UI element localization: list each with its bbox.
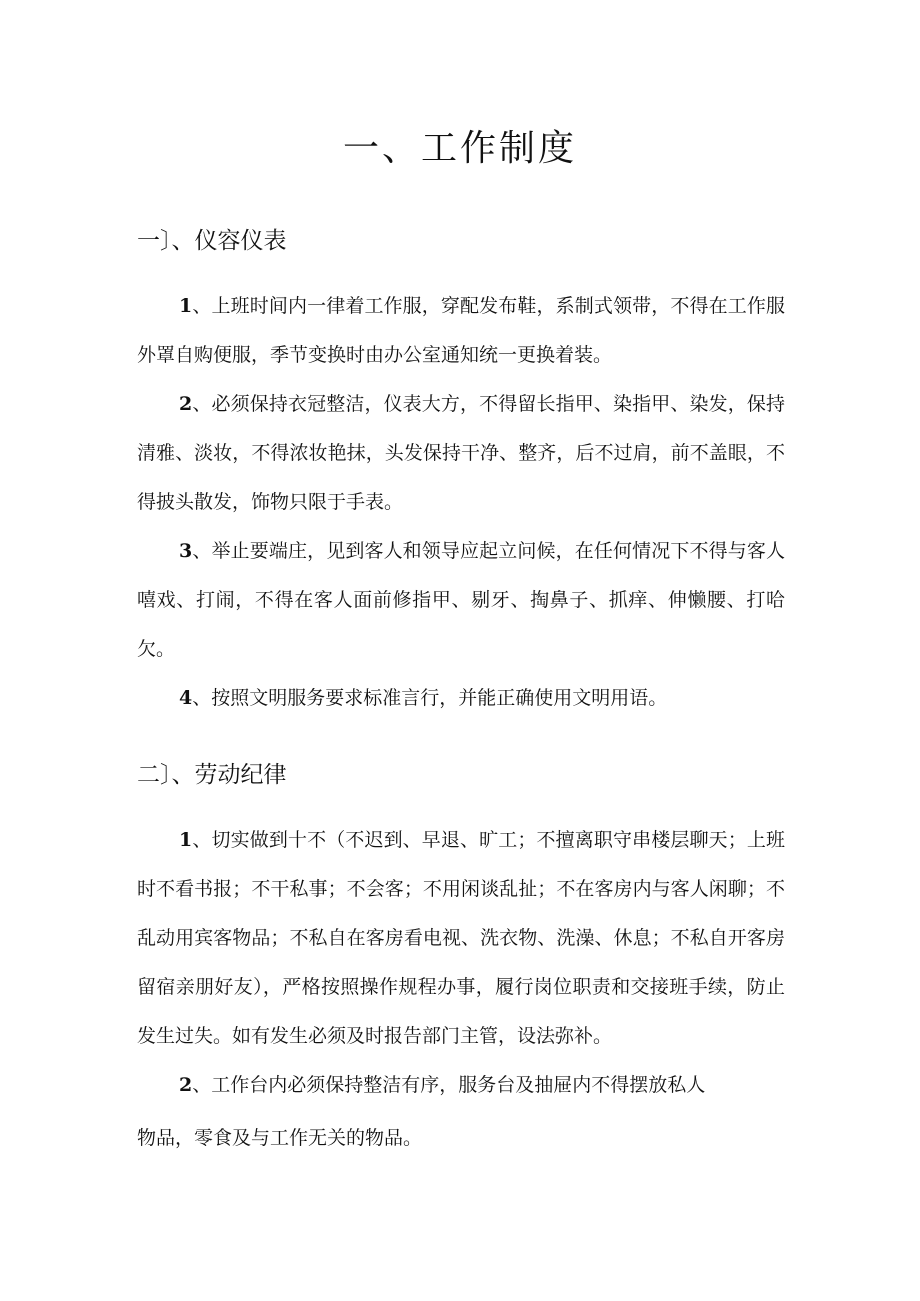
paragraph-text-line2: 物品，零食及与工作无关的物品。 (137, 1127, 423, 1149)
paragraph-appearance-1 (137, 282, 785, 380)
item-number: 1 (179, 829, 193, 851)
section-heading-appearance: 一〕、仪容仪表 (137, 228, 287, 254)
item-number: 2 (179, 393, 193, 415)
item-number: 2 (179, 1074, 193, 1096)
paragraph-appearance-4 (137, 674, 785, 723)
item-number: 4 (179, 687, 193, 709)
paragraph-text: 、上班时间内一律着工作服，穿配发布鞋，系制式领带，不得在工作服外罩自购便服，季节变换时由办公室通知统一更换着装。 (137, 295, 785, 366)
paragraph-text-line1: 、工作台内必须保持整洁有序，服务台及抽屉内不得摆放私人 (192, 1074, 706, 1096)
paragraph-appearance-2 (137, 380, 785, 527)
paragraph-appearance-3 (137, 527, 785, 674)
item-number: 1 (179, 295, 193, 317)
paragraph-text: 、举止要端庄，见到客人和领导应起立问候，在任何情况下不得与客人嘻戏、打闹，不得在客人面前修指甲、剔牙、掏鼻子、抓痒、伸懒腰、打哈欠。 (137, 540, 785, 660)
paragraph-text: 、切实做到十不（不迟到、早退、旷工；不擅离职守串楼层聊天；上班时不看书报；不干私事；不会客；不用闲谈乱扯；不在客房内与客人闲聊；不乱动用宾客物品；不私自在客房看电视、洗衣物、洗澡、休息；不私自开客房留宿亲朋好友），严格按照操作规程办事，履行岗位职责和交接班手续，防止发生过失。如有发生必须及时报告部门主管，设法弥补。 (137, 829, 785, 1047)
section-heading-labor-discipline: 二〕、劳动纪律 (137, 762, 287, 788)
paragraph-discipline-1 (137, 816, 785, 1061)
item-number: 3 (179, 540, 193, 562)
page-title: 一、工作制度 (342, 128, 577, 169)
paragraph-discipline-2 (137, 1061, 797, 1110)
paragraph-discipline-2-continued (137, 1114, 785, 1163)
paragraph-text: 、按照文明服务要求标准言行，并能正确使用文明用语。 (192, 687, 668, 709)
paragraph-text: 、必须保持衣冠整洁，仪表大方，不得留长指甲、染指甲、染发，保持清雅、淡妆，不得浓妆艳抹，头发保持干净、整齐，后不过肩，前不盖眼，不得披头散发，饰物只限于手表。 (137, 393, 785, 513)
